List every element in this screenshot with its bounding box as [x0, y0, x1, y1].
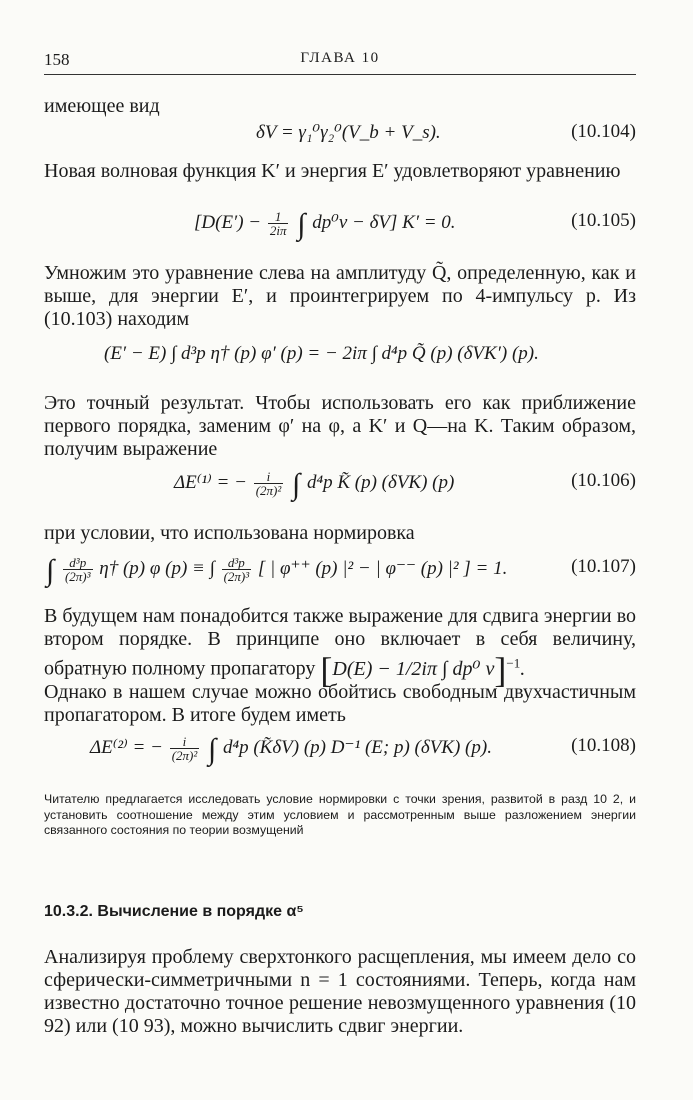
paragraph-multiply: Умножим это уравнение слева на амплитуду Q̃, определенную, как и выше, для энергии E′, и проинтегрируем по 4-импульсу p. Из (10.103) находим — [44, 262, 636, 330]
equation-number: (10.108) — [571, 735, 636, 756]
section-heading — [44, 903, 636, 921]
equation-formula: (E′ − E) ∫ d³p η† (p) φ′ (p) = − 2iπ ∫ d⁴p Q̃ (p) (δVK′) (p). — [104, 343, 539, 364]
section-title: Вычисление в порядке α⁵ — [97, 903, 304, 920]
denominator: 2iπ — [269, 223, 287, 238]
equation-10-107 — [44, 553, 636, 596]
equation-formula — [44, 553, 508, 587]
equation-part: d⁴p (K̃δV) (p) D⁻¹ (E; p) (δVK) (p). — [222, 736, 492, 758]
bracket-right: ] — [494, 649, 507, 690]
equation-number: (10.104) — [571, 121, 636, 142]
equation-part: d⁴p K̃ (p) (δVK) (p) — [306, 471, 455, 493]
equation-formula — [194, 207, 456, 241]
numerator: i — [170, 735, 200, 749]
inline-exponent: −1 — [506, 655, 521, 670]
numerator: d³p — [63, 556, 93, 570]
bracket-left: [ — [320, 649, 333, 690]
equation-part: dp⁰v − δV] K′ = 0. — [312, 211, 456, 233]
inline-propagator: [D(E) − 1/2iπ ∫ dp⁰ v]$^{-1}$. — [320, 649, 526, 690]
equation-number: (10.105) — [571, 210, 636, 231]
footnote-exercise: Читателю предлагается исследовать условие нормировки с точки зрения, развитой в разд 10 2, и установить соотношение между этим условием и рассмотренным выше разложением энергии связанного состояния по теории возмущений — [44, 792, 636, 837]
equation-part: ΔE⁽¹⁾ = − — [174, 471, 247, 493]
fraction — [170, 735, 200, 762]
equation-formula — [90, 732, 492, 766]
equation-number: (10.106) — [571, 470, 636, 491]
equation-formula — [174, 467, 455, 501]
equation-number: (10.107) — [571, 556, 636, 577]
equation-part: ΔE⁽²⁾ = − — [90, 736, 163, 758]
section-number: 10.3.2. — [44, 903, 93, 920]
paragraph-wavefunction: Новая волновая функция K′ и энергия E′ удовлетворяют уравнению — [44, 160, 621, 182]
paragraph-text: В будущем нам понадобится также выражение для сдвига энергии во втором порядке. В принципе оно включает в себя величину, обратную полному пропагатору — [44, 605, 636, 680]
equation-10-108 — [44, 732, 636, 775]
chapter-title: ГЛАВА 10 — [300, 50, 380, 66]
integral-sign: ∫ — [46, 553, 55, 587]
numerator: d³p — [222, 556, 252, 570]
equation-part: [ | φ⁺⁺ (p) |² − | φ⁻⁻ (p) |² ] = 1. — [257, 557, 508, 579]
equation-10-105 — [44, 207, 636, 250]
integral-sign: ∫ — [208, 732, 217, 766]
equation-part: η† (p) φ (p) ≡ ∫ — [99, 557, 215, 579]
inline-formula: D(E) − 1/2iπ ∫ dp⁰ v — [332, 657, 495, 680]
denominator: (2π)² — [255, 483, 282, 498]
equation-formula: δV = γ₁⁰γ₂⁰(V_b + V_s). — [256, 122, 441, 143]
fraction — [63, 556, 93, 583]
equation-part: [D(E′) − — [194, 211, 262, 233]
fraction — [268, 210, 289, 237]
paragraph-exact-result: Это точный результат. Чтобы использовать его как приближение первого порядка, заменим φ′ на φ, а K′ и Q—на K. Таким образом, получим выражение — [44, 392, 636, 460]
denominator: (2π)³ — [223, 569, 250, 584]
paragraph-normalization: при условии, что использована нормировка — [44, 522, 415, 544]
paragraph-hyperfine: Анализируя проблему сверхтонкого расщепления, мы имеем дело со сферически-симметричными n = 1 состояниями. Теперь, когда нам известно достаточно точное решение невозмущенного уравнения (10 92) или (10 93), можно вычислить сдвиг энергии. — [44, 946, 636, 1037]
denominator: (2π)³ — [64, 569, 91, 584]
equation-10-104 — [44, 121, 636, 161]
paragraph-second-order — [44, 605, 636, 727]
numerator: i — [254, 470, 284, 484]
fraction — [254, 470, 284, 497]
page-number: 158 — [44, 50, 70, 69]
equation-unnumbered — [44, 343, 636, 383]
denominator: (2π)² — [171, 748, 198, 763]
paragraph-intro: имеющее вид — [44, 95, 160, 117]
fraction — [222, 556, 252, 583]
running-header — [44, 50, 636, 74]
paragraph-text: Однако в нашем случае можно обойтись свободным двухчастичным пропагатором. В итоге будем иметь — [44, 680, 636, 726]
integral-sign: ∫ — [292, 467, 301, 501]
equation-10-106 — [44, 467, 636, 510]
header-rule — [44, 74, 636, 75]
numerator: 1 — [268, 210, 289, 224]
integral-sign: ∫ — [297, 207, 306, 241]
